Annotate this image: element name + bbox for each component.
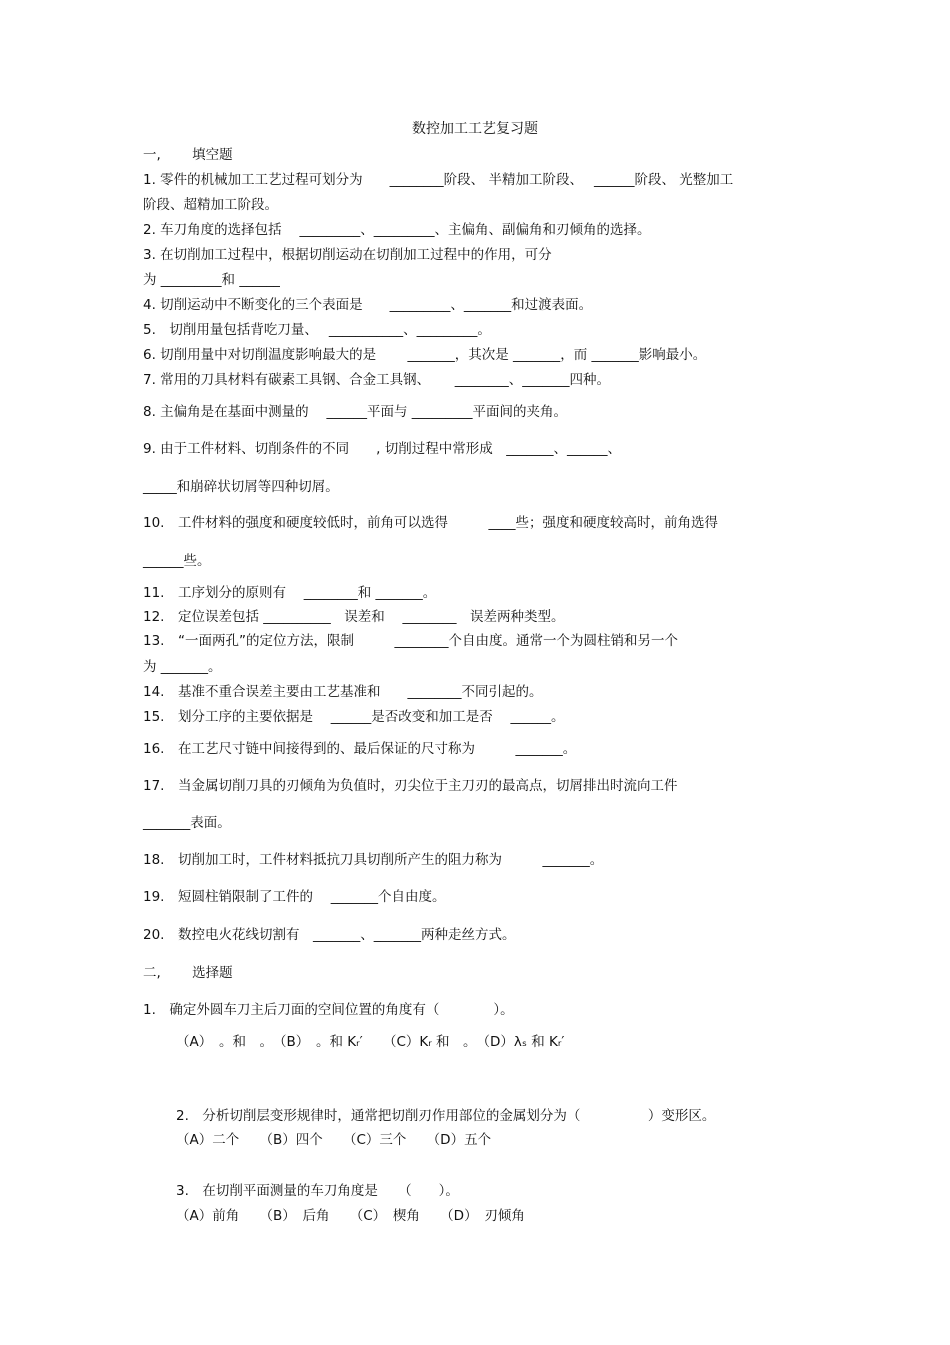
question-3-line-2: 为 _________和 ______ — [143, 272, 280, 288]
question-7: 7. 常用的刀具材料有碳素工具钢、合金工具钢、 ________、_______四种。 — [143, 372, 610, 388]
question-17-line-1: 17. 当金属切削刀具的刃倾角为负值时，刃尖位于主刀刃的最高点，切屑排出时流向工件 — [143, 778, 678, 794]
choice-3-question: 3. 在切削平面测量的车刀角度是 （ ）。 — [176, 1183, 459, 1199]
choice-3-options: （A）前角 （B） 后角 （C） 楔角 （D） 刃倾角 — [176, 1208, 525, 1224]
choice-2-question: 2. 分析切削层变形规律时，通常把切削刃作用部位的金属划分为（ ）变形区。 — [176, 1108, 716, 1124]
question-19: 19. 短圆柱销限制了工件的 _______个自由度。 — [143, 889, 446, 905]
question-1-line-2: 阶段、超精加工阶段。 — [143, 197, 278, 213]
question-1-line-1: 1. 零件的机械加工工艺过程可划分为 ________阶段、 半精加工阶段、 ______阶段、 光整加工 — [143, 172, 734, 188]
question-13-line-1: 13. “一面两孔”的定位方法，限制 ________个自由度。通常一个为圆柱销和另一个 — [143, 633, 678, 649]
section-choice-heading: 二, 选择题 — [143, 965, 233, 981]
question-20: 20. 数控电火花线切割有 _______、_______两种走丝方式。 — [143, 927, 516, 943]
question-11: 11. 工序划分的原则有 ________和 _______。 — [143, 585, 437, 601]
choice-1-options: （A） 。和 。 （B） 。和 Kᵣ′ （C）Kᵣ 和 。 （D）λₛ 和 Kᵣ′ — [176, 1034, 565, 1050]
question-3-line-1: 3. 在切削加工过程中，根据切削运动在切削加工过程中的作用，可分 — [143, 247, 552, 263]
choice-1-question: 1. 确定外圆车刀主后刀面的空间位置的角度有（ ）。 — [143, 1002, 514, 1018]
question-14: 14. 基准不重合误差主要由工艺基准和 ________不同引起的。 — [143, 684, 543, 700]
question-9-line-1: 9. 由于工件材料、切削条件的不同 , 切削过程中常形成 _______、______、 — [143, 441, 622, 457]
question-2: 2. 车刀角度的选择包括 _________、_________、主偏角、副偏角和刃倾角的选择。 — [143, 222, 651, 238]
page-title: 数控加工工艺复习题 — [412, 121, 538, 137]
question-8: 8. 主偏角是在基面中测量的 ______平面与 _________平面间的夹角。 — [143, 404, 568, 420]
question-13-line-2: 为 _______。 — [143, 659, 222, 675]
question-4: 4. 切削运动中不断变化的三个表面是 _________、_______和过渡表面。 — [143, 297, 593, 313]
question-9-line-2: _____和崩碎状切屑等四种切屑。 — [143, 479, 339, 495]
choice-2-options: （A）二个 （B）四个 （C）三个 （D）五个 — [176, 1132, 492, 1148]
question-10-line-1: 10. 工件材料的强度和硬度较低时，前角可以选得 ____些；强度和硬度较高时，前角选得 — [143, 515, 718, 531]
question-10-line-2: ______些。 — [143, 553, 211, 569]
section-fill-blank-heading: 一, 填空题 — [143, 147, 233, 163]
question-6: 6. 切削用量中对切削温度影响最大的是 _______，其次是 _______，而 _______影响最小。 — [143, 347, 707, 363]
question-12: 12. 定位误差包括 __________ 误差和 ________ 误差两种类型。 — [143, 609, 565, 625]
question-5: 5. 切削用量包括背吃刀量、 ___________、_________。 — [143, 322, 491, 338]
question-16: 16. 在工艺尺寸链中间接得到的、最后保证的尺寸称为 _______。 — [143, 741, 577, 757]
question-17-line-2: _______表面。 — [143, 815, 231, 831]
question-18: 18. 切削加工时，工件材料抵抗刀具切削所产生的阻力称为 _______。 — [143, 852, 604, 868]
question-15: 15. 划分工序的主要依据是 ______是否改变和加工是否 ______。 — [143, 709, 565, 725]
